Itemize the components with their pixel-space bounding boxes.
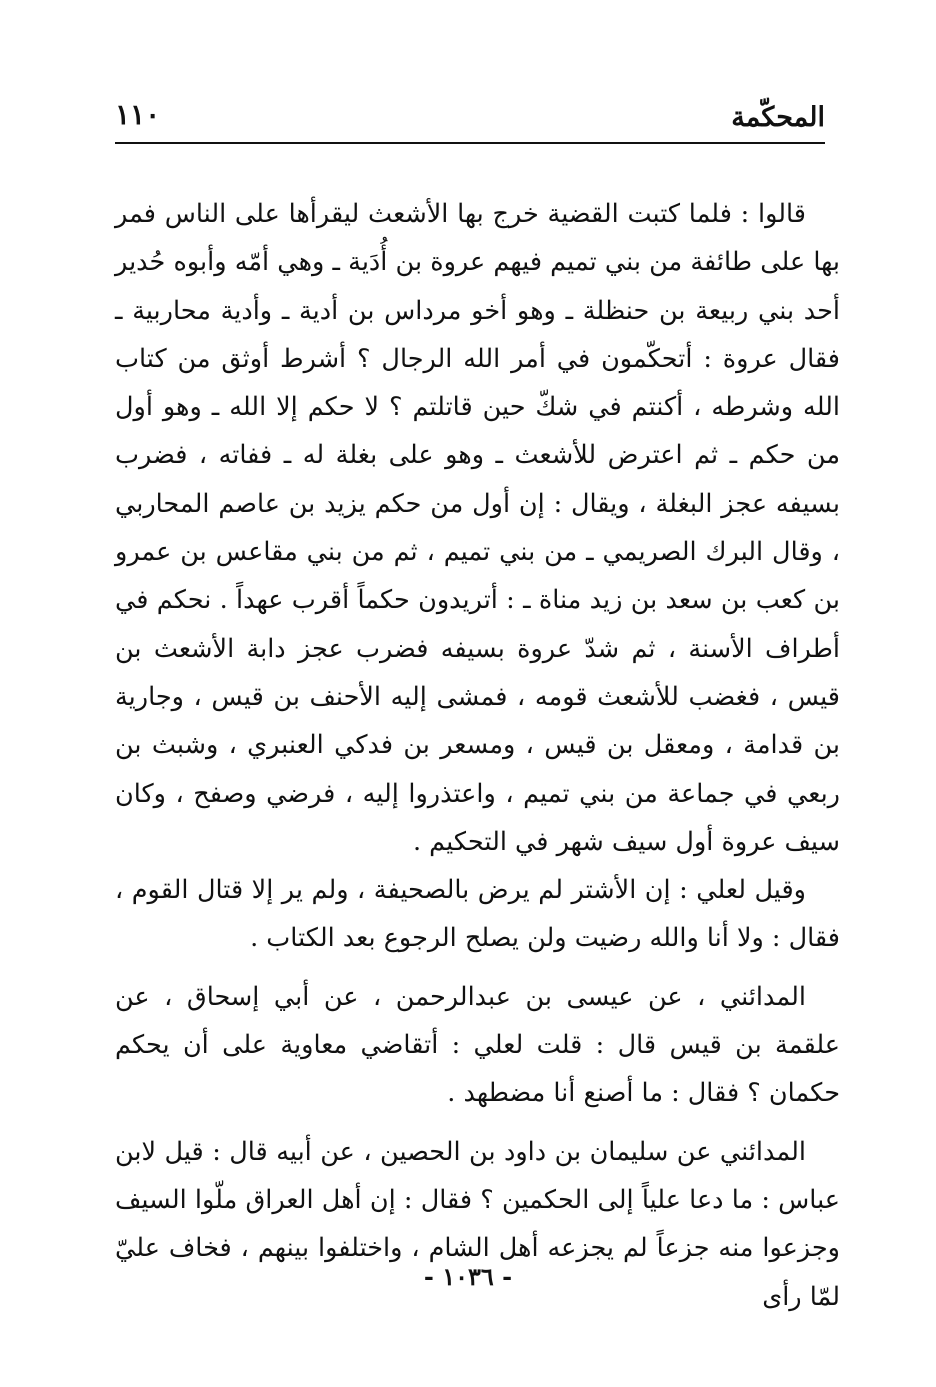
paragraph-3: المدائني ، عن عيسى بن عبدالرحمن ، عن أبي إسحاق ، عن علقمة بن قيس قال : قلت لعلي : أتقاضي معاوية على أن يحكم حكمان ؟ فقال : ما أصنع أنا مضطهد . — [115, 981, 840, 1109]
page-body — [115, 190, 840, 1321]
running-title: المحكّمة — [731, 102, 825, 133]
paragraph-4: المدائني عن سليمان بن داود بن الحصين ، عن أبيه قال : قيل لابن عباس : ما دعا علياً إلى الحكمين ؟ فقال : إن أهل العراق ملّوا السيف وجزعوا منه جزعاً لم يجزعه أهل الشام ، واختلفوا بينهم ، فخاف عليّ لمّا رأى — [115, 1136, 840, 1312]
page-footer-number: - ١٠٣٦ - — [423, 1262, 513, 1291]
paragraph-2: وقيل لعلي : إن الأشتر لم يرض بالصحيفة ، ولم ير إلا قتال القوم ، فقال : ولا أنا والله رضيت ولن يصلح الرجوع بعد الكتاب . — [115, 875, 840, 954]
running-header — [115, 96, 825, 144]
header-rule — [115, 142, 825, 144]
page-number: ١١٠ — [115, 98, 161, 131]
paragraph-1: قالوا : فلما كتبت القضية خرج بها الأشعث ليقرأها على الناس فمر بها على طائفة من بني تميم فيهم عروة بن أُدَية ـ وهي أمّه وأبوه حُدير أحد بني ربيعة بن حنظلة ـ وهو أخو مرداس بن أدية ـ وأدية محاربية ـ فقال عروة : أتحكّمون في أمر الله الرجال ؟ أشرط أوثق من كتاب الله وشرطه ، أكنتم في شكّ حين قاتلتم ؟ لا حكم إلا الله ـ وهو أول من حكم ـ ثم اعترض للأشعث ـ وهو على بغلة له ـ ففاته ، فضرب بسيفه عجز البغلة ، ويقال : إن أول من حكم يزيد بن عاصم المحاربي ، وقال البرك الصريمي ـ من بني تميم ، ثم من بني مقاعس بن عمرو بن كعب بن سعد بن زيد مناة ـ : أتريدون حكماً أقرب عهداً . نحكم في أطراف الأسنة ، ثم شدّ عروة بسيفه فضرب عجز دابة الأشعث بن قيس ، فغضب للأشعث قومه ، فمشى إليه الأحنف بن قيس ، وجارية بن قدامة ، ومعقل بن قيس ، ومسعر بن فدكي العنبري ، وشبث بن ربعي في جماعة من بني تميم ، واعتذروا إليه ، فرضي وصفح ، وكان سيف عروة أول سيف شهر في التحكيم . — [115, 199, 840, 857]
